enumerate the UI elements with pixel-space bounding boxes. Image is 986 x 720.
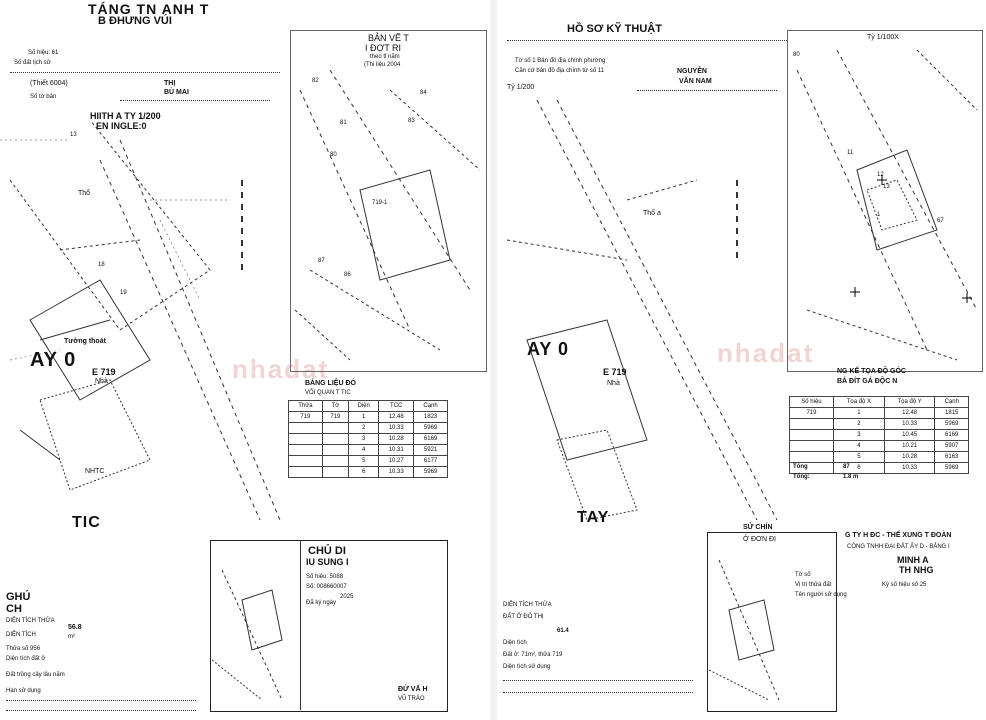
left-ward-label: THỊ (164, 80, 176, 87)
company-ref: Ký số hiệu số 25 (882, 582, 927, 588)
table-row: 3 10.45 6169 (790, 430, 969, 441)
table-row: 2 10.33 5969 (790, 419, 969, 430)
left-lot-label: 19 (120, 290, 127, 296)
cert-field2: Số: 008660007 (306, 584, 347, 590)
cert-title: CHỦ DI (308, 545, 346, 557)
right-register-table (789, 396, 969, 474)
notes-value: m² (68, 634, 75, 640)
company-name: MINH A (897, 555, 929, 565)
table-row: 6 10.33 5969 (790, 463, 969, 474)
left-register-sub: VỐI QUAN T TIC (305, 390, 351, 396)
summary-line5: Diện tích sử dụng (503, 664, 551, 670)
stamp-line: Vị trí thửa đất (795, 582, 832, 588)
left-map-sub: EN INGLE:0 (96, 121, 147, 131)
company-line1: G TY H ĐC - THẾ XUNG T ĐOÀN (845, 532, 952, 539)
table-row: 3 10.28 6169 (289, 434, 448, 445)
company-name2: TH NHG (899, 565, 934, 575)
table-row (790, 397, 969, 408)
cert-field1: Số hiệu: 5088 (306, 574, 344, 580)
table-row: 6 10.33 5969 (289, 467, 448, 478)
summary-line4: Đất ở: 71m², thửa 719 (503, 652, 563, 658)
right-total-label: Tổng (793, 464, 808, 470)
cert-mini-map (212, 560, 298, 708)
stamp-mini-map (709, 550, 793, 708)
cert-footer: ĐỨ VẤ H (398, 686, 428, 693)
right-total2-label: Tổng: (793, 474, 810, 480)
left-lot-label: 84 (420, 90, 427, 96)
right-parcel-map (497, 100, 787, 520)
right-lot-label: 11 (847, 150, 854, 156)
table-header: TCC (379, 401, 414, 412)
right-map-scale: Tỷ 1/100X (867, 34, 899, 41)
notes-line: Diện tích đất ở (6, 656, 46, 662)
right-lot-label: 67 (937, 218, 944, 224)
left-parcel-label: 719-1 (372, 200, 388, 206)
table-row (289, 401, 448, 412)
left-sub2: Số đất lịch sử (14, 60, 51, 66)
right-scale: Tỷ 1/200 (507, 84, 535, 91)
stamp-line: Tên người sử dụng (795, 592, 847, 598)
cert-field3: Đã ký ngày (306, 600, 337, 606)
right-detail-map (787, 50, 981, 370)
right-total-value: 87 (843, 464, 850, 470)
cert-sub: IU SUNG I (306, 557, 349, 567)
table-row: 719 719 1 12.48 1823 (289, 412, 448, 423)
ban-ve-note: theo tỉ năm (370, 54, 400, 60)
left-ward-name: BÙ MAI (164, 89, 189, 96)
notes-line: DIỆN TÍCH (6, 632, 36, 638)
notes-line: Hạn sử dụng (6, 688, 41, 694)
stamp-line: Tờ số (795, 572, 811, 578)
table-header: Tọa độ Y (884, 397, 935, 408)
notes-line: Đất trồng cây lâu năm (6, 672, 65, 678)
right-owner2: VĂN NAM (679, 78, 712, 85)
left-bottom-label: NHTC (85, 468, 105, 475)
stamp-sub: Ở ĐƠN ĐỊ (743, 536, 777, 543)
left-title-line1: TÁNG TN ANH T (88, 1, 210, 17)
table-row: 2 10.33 5969 (289, 423, 448, 434)
right-total2-value: 1.8 m (843, 474, 859, 480)
left-road-label: Tường thoát (64, 338, 106, 345)
left-lot-label: 81 (340, 120, 347, 126)
left-register-table (288, 400, 448, 478)
right-lot-label: 12 (877, 172, 884, 178)
page-gutter (490, 0, 497, 720)
right-lot-label: 13 (883, 184, 890, 190)
left-title-line2: B ĐHƯNG VÚI (98, 15, 172, 27)
left-ban-ve-map (290, 70, 485, 370)
left-lot-label: 80 (330, 152, 337, 158)
stamp-title: SỬ CHÍN (743, 524, 773, 531)
summary-line2: ĐẤT Ở ĐÔ THỊ (503, 614, 544, 620)
right-lot-label: 1 (877, 212, 881, 218)
table-header: Diện (348, 401, 378, 412)
ban-ve-year: (Thi liệu 2004 (364, 62, 401, 68)
left-lot-label: 87 (318, 258, 325, 264)
left-map-scale: HIITH A TY 1/200 (90, 111, 161, 121)
cert-date: 2025 (340, 594, 354, 600)
left-lot-label: 83 (408, 118, 415, 124)
summary-line3: Diện tích (503, 640, 527, 646)
table-row: 4 10.31 5921 (289, 445, 448, 456)
left-lot-label: 18 (98, 262, 105, 268)
table-header: Tờ (322, 401, 348, 412)
table-row: 5 10.28 6163 (790, 452, 969, 463)
table-header: Cạnh (935, 397, 969, 408)
table-row: 5 10.27 6177 (289, 456, 448, 467)
left-document-sheet: TÁNG TN ANH T B ĐHƯNG VÚI Số hiệu: 61 Số đất lịch sử (Thiết 6004) Số tờ bản THỊ BÙ MAI HIITH A TY 1/200 EN INGLE:0 13 Thổ 18 19 Tường thoát E 719 Nhà AY 0 TIC NHTC nhadat BẢN VẼ T I ĐỢT RI theo tỉ năm (Thi liệu 2004 82 81 84 80 83 87 86 719-1 BẢNG LIỆU ĐÓ VỐI QUAN T TIC Thửa Tờ Diện TCC Cạnh 719 719 1 12.48 1823 2 10.33 5969 3 10.28 6169 4 10.31 5921 5 10.27 6177 6 10.33 5969 CHỦ DI IU SUNG I Số hiệu: 5088 Số: 008660007 Đã ký ngày 2025 ĐỨ VẤ H VŨ TRẢO GHÚ CH DIỆN TÍCH THỬA DIỆN TÍCH 56.8 m² Thửa số 956 Diện tích đất ở Đất trồng cây lâu năm Hạn sử dụng (0, 0, 490, 720)
ban-ve-sub: I ĐỢT RI (365, 43, 402, 53)
right-document-sheet: HỒ SƠ KỸ THUẬT Tờ số 1 Bản đồ địa chính phường Căn cứ bản đồ địa chính từ số 11 NGUYỄN VĂN NAM Tỷ 1/200 Thổ a E 719 Nhà AY 0 TAY nhadat Tỷ 1/100X 80 67 12 13 1 11 NG KẾ TỌA ĐỘ GÓC BẢ ĐÍT GÁ ĐỘC N Số hiệu Tọa độ X Tọa độ Y Cạnh 719 1 12.48 1815 2 10.33 5969 3 10.45 6169 4 10.21 5907 5 10.28 6163 6 10.33 5969 Tổng 87 Tổng: 1.8 m G TY H ĐC - THẾ XUNG T ĐOÀN CÔNG TNHH ĐẠI ĐẤT ÂY D - BẢNG I MINH A TH NHG Ký số hiệu số 25 SỬ CHÍN Ở ĐƠN ĐỊ Tờ số Vị trí thửa đất Tên người sử dụng DIỆN TÍCH THỬA ĐẤT Ở ĐÔ THỊ 61.4 Diện tích Đất ở: 71m², thửa 719 Diện tích sử dụng (497, 0, 986, 720)
right-line2: Căn cứ bản đồ địa chính từ số 11 (515, 68, 604, 74)
left-side-label: TIC (72, 514, 101, 531)
left-lot-label: 13 (70, 132, 77, 138)
left-lot-label: 82 (312, 78, 319, 84)
right-map-sub: BẢ ĐÍT GÁ ĐỘC N (837, 378, 898, 385)
table-header: Số hiệu (790, 397, 834, 408)
table-header: Tọa độ X (833, 397, 884, 408)
table-header: Thửa (289, 401, 323, 412)
summary-line1: DIỆN TÍCH THỬA (503, 602, 552, 608)
notes-line: DIỆN TÍCH THỬA (6, 618, 55, 624)
left-parcel-map (0, 100, 290, 540)
right-lot-label: 80 (793, 52, 800, 58)
right-map-title: NG KẾ TỌA ĐỘ GÓC (837, 368, 906, 375)
notes-sub: CH (6, 603, 22, 615)
left-sub4: Số tờ bản (30, 94, 57, 100)
left-side-label: AY 0 (30, 349, 77, 371)
right-line1: Tờ số 1 Bản đồ địa chính phường (515, 58, 606, 64)
table-row: 719 1 12.48 1815 (790, 408, 969, 419)
table-row: 4 10.21 5907 (790, 441, 969, 452)
right-owner: NGUYỄN (677, 68, 707, 75)
left-sub3: (Thiết 6004) (30, 80, 68, 87)
left-lot-label: 86 (344, 272, 351, 278)
notes-title: GHÚ (6, 591, 31, 603)
notes-line: Thửa số 956 (6, 646, 41, 652)
ban-ve-title: BẢN VẼ T (368, 33, 409, 43)
right-title: HỒ SƠ KỸ THUẬT (567, 23, 662, 35)
company-line2: CÔNG TNHH ĐẠI ĐẤT ÂY D - BẢNG I (847, 544, 950, 550)
cert-footer2: VŨ TRẢO (398, 696, 425, 702)
summary-value1: 61.4 (557, 628, 569, 634)
notes-value: 56.8 (68, 624, 82, 631)
left-sub1: Số hiệu: 61 (28, 50, 59, 56)
left-register-title: BẢNG LIỆU ĐÓ (305, 380, 356, 387)
table-header: Cạnh (414, 401, 448, 412)
